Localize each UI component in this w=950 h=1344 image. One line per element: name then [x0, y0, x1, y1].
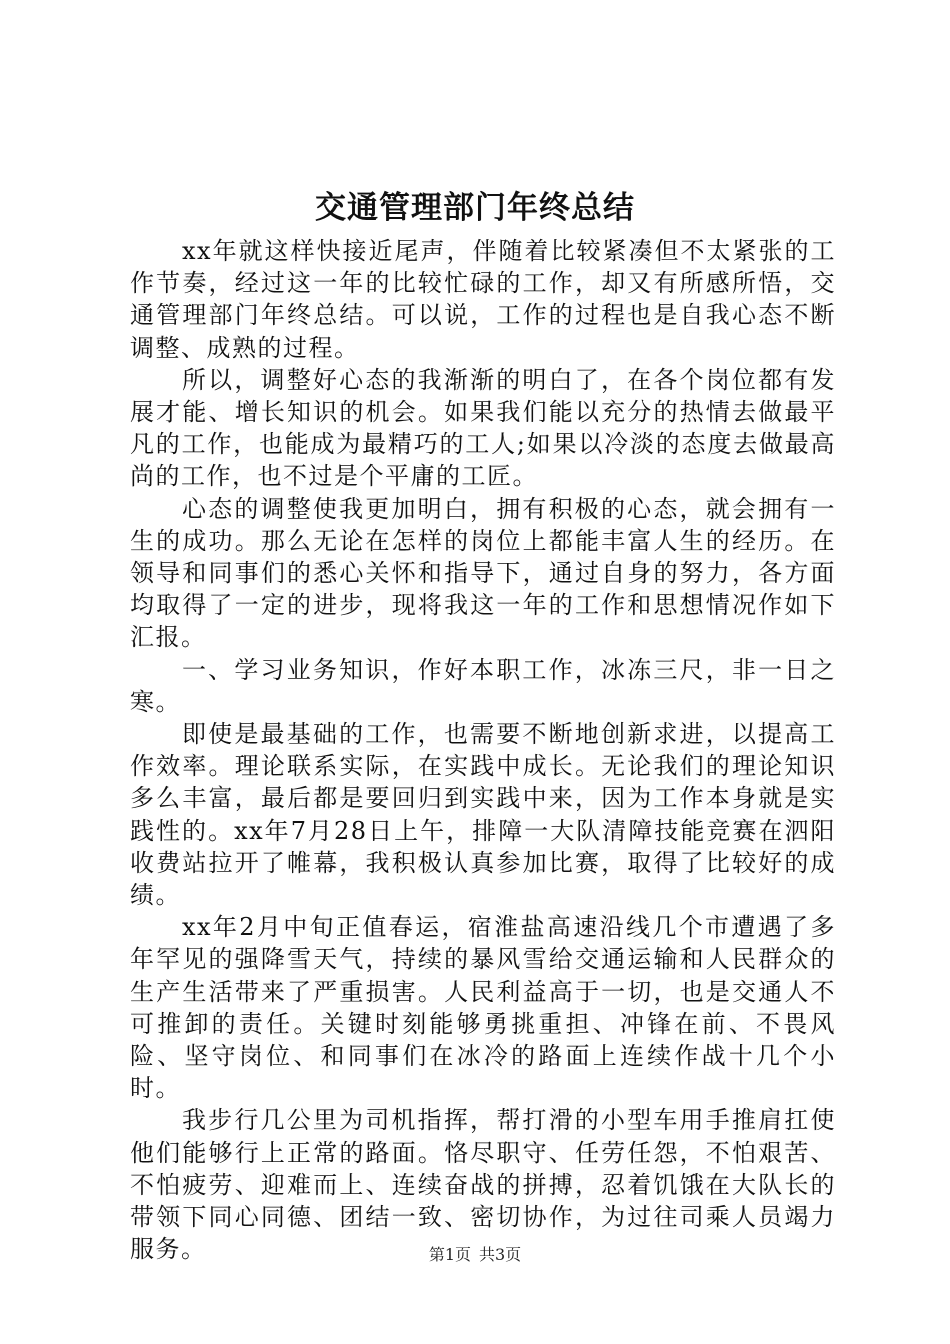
page-total: 共3页	[479, 1245, 522, 1264]
paragraph: 所以，调整好心态的我渐渐的明白了，在各个岗位都有发展才能、增长知识的机会。如果我们能以充分的热情去做最平凡的工作，也能成为最精巧的工人;如果以冷淡的态度去做最高尚的工作，也不过是个平庸的工匠。	[130, 365, 836, 491]
section-heading: 一、学习业务知识，作好本职工作，冰冻三尺，非一日之寒。	[130, 655, 836, 716]
paragraph: 我步行几公里为司机指挥，帮打滑的小型车用手推肩扛使他们能够行上正常的路面。恪尽职守、任劳任怨，不怕艰苦、不怕疲劳、迎难而上、连续奋战的拼搏，忍着饥饿在大队长的带领下同心同德、团结一致、密切协作，为过往司乘人员竭力服务。	[130, 1106, 836, 1264]
page-number: 第1页	[428, 1245, 471, 1264]
paragraph: 心态的调整使我更加明白，拥有积极的心态，就会拥有一生的成功。那么无论在怎样的岗位上都能丰富人生的经历。在领导和同事们的悉心关怀和指导下，通过自身的努力，各方面均取得了一定的进步，现将我这一年的工作和思想情况作如下汇报。	[130, 494, 836, 652]
document-title: 交通管理部门年终总结	[315, 190, 635, 226]
page-footer	[0, 1244, 950, 1266]
paragraph: 即使是最基础的工作，也需要不断地创新求进，以提高工作效率。理论联系实际，在实践中成长。无论我们的理论知识多么丰富，最后都是要回归到实践中来，因为工作本身就是实践性的。xx年7月28日上午，排障一大队清障技能竞赛在泗阳收费站拉开了帷幕，我积极认真参加比赛，取得了比较好的成绩。	[130, 720, 836, 910]
document-body	[130, 235, 836, 1266]
paragraph: xx年2月中旬正值春运，宿淮盐高速沿线几个市遭遇了多年罕见的强降雪天气，持续的暴风雪给交通运输和人民群众的生产生活带来了严重损害。人民利益高于一切，也是交通人不可推卸的责任。关键时刻能够勇挑重担、冲锋在前、不畏风险、坚守岗位、和同事们在冰冷的路面上连续作战十几个小时。	[130, 913, 836, 1103]
paragraph: xx年就这样快接近尾声，伴随着比较紧凑但不太紧张的工作节奏，经过这一年的比较忙碌的工作，却又有所感所悟，交通管理部门年终总结。可以说，工作的过程也是自我心态不断调整、成熟的过程。	[130, 237, 836, 362]
